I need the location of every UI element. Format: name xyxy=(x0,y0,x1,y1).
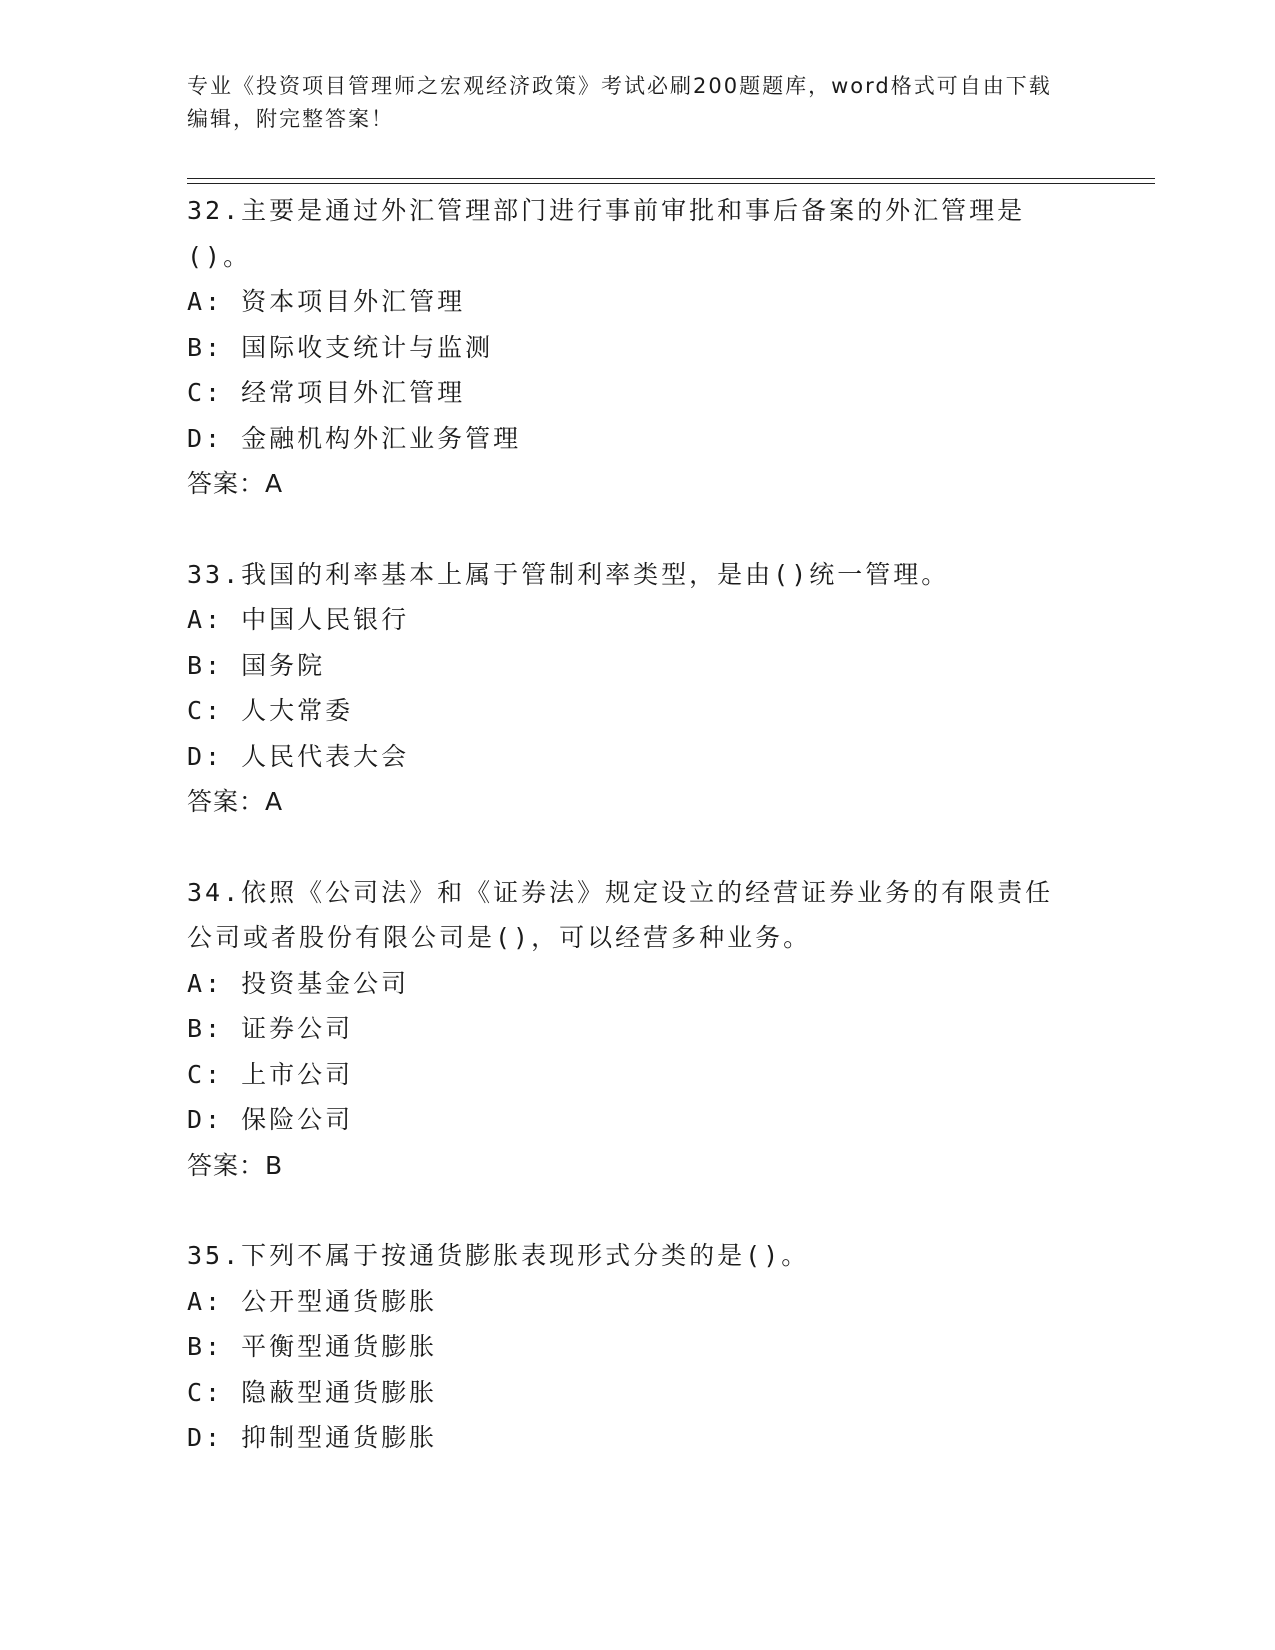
document-header xyxy=(187,70,1067,136)
answer-text: 答案：B xyxy=(187,1150,284,1180)
answer-text: 答案：A xyxy=(187,469,284,498)
option-b: B: 平衡型通货膨胀 xyxy=(187,1332,438,1361)
header-divider-top xyxy=(187,178,1155,179)
header-intro-text: 专业《投资项目管理师之宏观经济政策》考试必刷200题题库，word格式可自由下载编辑，附完整答案！ xyxy=(187,74,1052,131)
option-c: C: 上市公司 xyxy=(187,1059,354,1089)
question-list xyxy=(187,188,1067,1506)
option-d: D: 保险公司 xyxy=(187,1105,354,1134)
question-32 xyxy=(187,188,1067,507)
option-d: D: 人民代表大会 xyxy=(187,741,410,771)
option-a: A: 中国人民银行 xyxy=(187,605,410,634)
option-c: C: 经常项目外汇管理 xyxy=(187,378,466,407)
option-a: A: 投资基金公司 xyxy=(187,968,410,998)
question-35 xyxy=(187,1233,1067,1461)
option-a: A: 资本项目外汇管理 xyxy=(187,287,466,316)
question-text: 34.依照《公司法》和《证券法》规定设立的经营证券业务的有限责任公司或者股份有限公司是()，可以经营多种业务。 xyxy=(187,877,1054,952)
question-33 xyxy=(187,552,1067,825)
option-c: C: 隐蔽型通货膨胀 xyxy=(187,1377,438,1407)
header-divider-bottom xyxy=(187,183,1155,184)
question-text: 33.我国的利率基本上属于管制利率类型，是由()统一管理。 xyxy=(187,559,950,589)
question-34 xyxy=(187,870,1067,1189)
answer-text: 答案：A xyxy=(187,787,284,816)
option-d: D: 金融机构外汇业务管理 xyxy=(187,423,522,453)
option-b: B: 国际收支统计与监测 xyxy=(187,332,494,362)
option-b: B: 国务院 xyxy=(187,650,326,680)
option-a: A: 公开型通货膨胀 xyxy=(187,1286,438,1316)
option-b: B: 证券公司 xyxy=(187,1014,354,1043)
option-d: D: 抑制型通货膨胀 xyxy=(187,1423,438,1452)
option-c: C: 人大常委 xyxy=(187,696,354,725)
question-text: 32.主要是通过外汇管理部门进行事前审批和事后备案的外汇管理是()。 xyxy=(187,196,1026,271)
question-text: 35.下列不属于按通货膨胀表现形式分类的是()。 xyxy=(187,1241,810,1270)
